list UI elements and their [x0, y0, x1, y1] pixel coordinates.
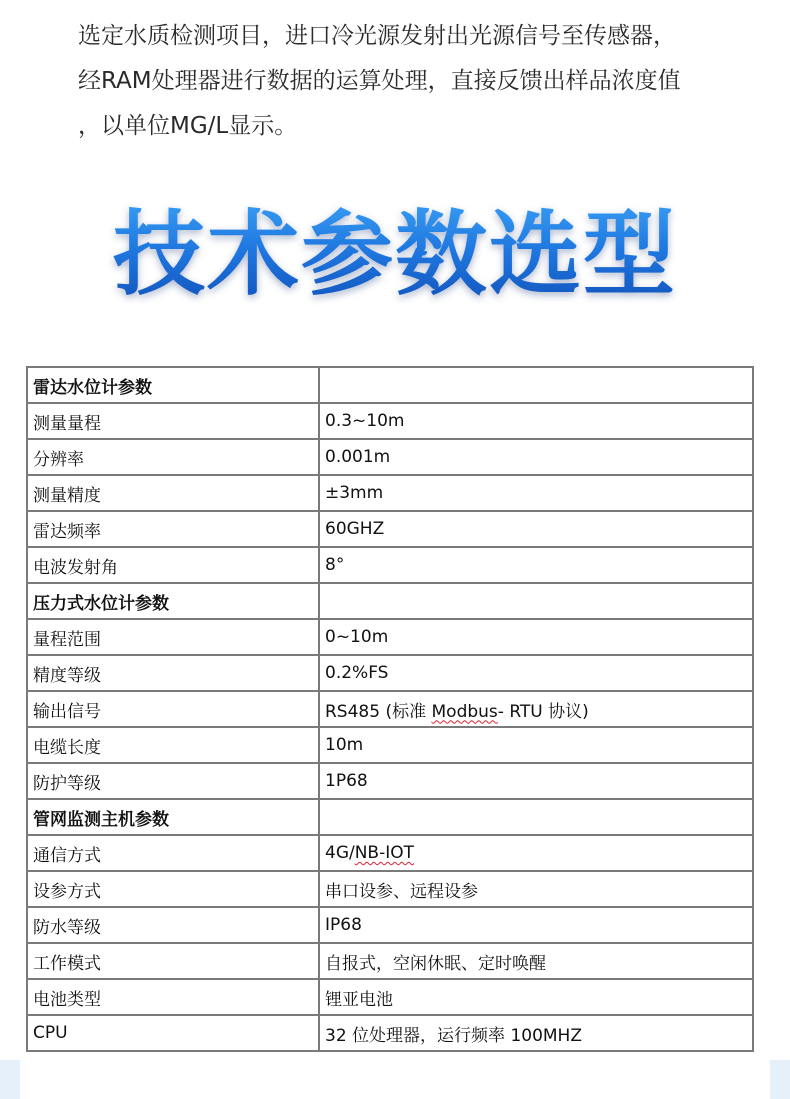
spellcheck-marked-text: Modbus	[431, 701, 498, 722]
cell-label: 量程范围	[27, 619, 319, 655]
table-row	[27, 943, 753, 979]
cell-value: 自报式，空闲休眠、定时唤醒	[319, 943, 753, 979]
intro-paragraph	[78, 14, 768, 149]
section-label: 雷达水位计参数	[27, 367, 319, 403]
cell-value: ±3mm	[319, 475, 753, 511]
section-label: 管网监测主机参数	[27, 799, 319, 835]
intro-line-1: 选定水质检测项目，进口冷光源发射出光源信号至传感器，	[78, 23, 676, 49]
cell-value	[319, 583, 753, 619]
cell-value	[319, 835, 753, 871]
section-heading: 技术参数选型	[113, 196, 677, 314]
spellcheck-marked-text: NB-IOT	[354, 843, 415, 863]
cell-label: CPU	[27, 1015, 319, 1051]
cell-value	[319, 691, 753, 727]
table-row	[27, 1015, 753, 1051]
table-row	[27, 583, 753, 619]
right-edge-strip	[770, 1060, 790, 1099]
table-row	[27, 763, 753, 799]
table-row	[27, 691, 753, 727]
section-label: 压力式水位计参数	[27, 583, 319, 619]
table-row	[27, 439, 753, 475]
cell-label: 电缆长度	[27, 727, 319, 763]
cell-label: 通信方式	[27, 835, 319, 871]
cell-label: 防护等级	[27, 763, 319, 799]
cell-value: IP68	[319, 907, 753, 943]
left-edge-strip	[0, 1060, 20, 1099]
intro-line-3: ，以单位MG/L显示。	[78, 113, 298, 139]
table-row	[27, 367, 753, 403]
table-row	[27, 979, 753, 1015]
table-row	[27, 907, 753, 943]
table-row	[27, 835, 753, 871]
cell-value: 串口设参、远程设参	[319, 871, 753, 907]
table-row	[27, 655, 753, 691]
cell-label: 工作模式	[27, 943, 319, 979]
cell-value: 锂亚电池	[319, 979, 753, 1015]
cell-value: 0~10m	[319, 619, 753, 655]
cell-value: 8°	[319, 547, 753, 583]
heading-wrap	[0, 196, 790, 314]
table-row	[27, 727, 753, 763]
intro-line-2: 经RAM处理器进行数据的运算处理，直接反馈出样品浓度值	[78, 68, 681, 94]
value-text: - RTU 协议)	[497, 701, 589, 722]
cell-label: 精度等级	[27, 655, 319, 691]
cell-label: 电池类型	[27, 979, 319, 1015]
cell-label: 电波发射角	[27, 547, 319, 583]
cell-label: 测量精度	[27, 475, 319, 511]
table-row	[27, 619, 753, 655]
cell-value: 1P68	[319, 763, 753, 799]
cell-value: 0.001m	[319, 439, 753, 475]
table-row	[27, 475, 753, 511]
cell-label: 设参方式	[27, 871, 319, 907]
cell-value: 10m	[319, 727, 753, 763]
cell-value: 32 位处理器，运行频率 100MHZ	[319, 1015, 753, 1051]
cell-label: 雷达频率	[27, 511, 319, 547]
cell-label: 输出信号	[27, 691, 319, 727]
table-row	[27, 799, 753, 835]
table-row	[27, 871, 753, 907]
cell-label: 防水等级	[27, 907, 319, 943]
value-text: RS485 (标准	[325, 701, 432, 722]
cell-value: 60GHZ	[319, 511, 753, 547]
cell-label: 测量量程	[27, 403, 319, 439]
cell-value	[319, 799, 753, 835]
cell-value: 0.3~10m	[319, 403, 753, 439]
spec-table	[26, 366, 754, 1052]
value-text: 4G/	[325, 843, 355, 863]
cell-value: 0.2%FS	[319, 655, 753, 691]
table-row	[27, 403, 753, 439]
table-row	[27, 547, 753, 583]
table-row	[27, 511, 753, 547]
cell-value	[319, 367, 753, 403]
cell-label: 分辨率	[27, 439, 319, 475]
